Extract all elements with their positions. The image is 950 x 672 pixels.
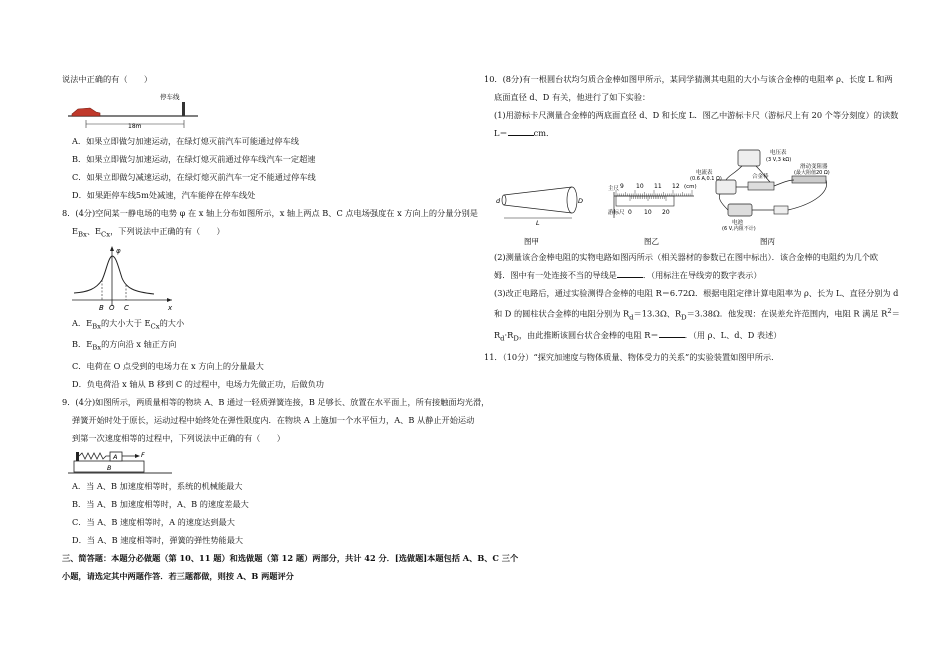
rod-circuit-label: 合金棒 [752, 174, 769, 180]
vernier-num-20: 20 [662, 209, 670, 216]
fig-yi [608, 183, 697, 246]
q7-stop-post [182, 102, 185, 116]
q7-option-d: D．如果距停车线5m处减速，汽车能停在停车线处 [72, 190, 256, 200]
q10-figures [484, 142, 894, 248]
voltmeter-range: (3 V,3 kΩ) [766, 157, 792, 163]
q10-p3b-post: ．（用 ρ、L、d、D 表述） [684, 330, 782, 341]
fig-bing-caption: 图丙 [760, 237, 775, 246]
q7-option-b: B．如果立即做匀加速运动，在绿灯熄灭前通过停车线汽车一定超速 [72, 154, 316, 164]
ammeter-icon [716, 180, 736, 194]
q8-e-2: 、E [86, 226, 102, 236]
q8-stem-line1: 8．(4分)空间某一静电场的电势 φ 在 x 轴上分布如图所示，x 轴上两点 B、C 点电场强度在 x 方向上的分量分别是 [62, 208, 478, 218]
q10-p2-pre: 姆．图中有一处连接不当的导线是 [494, 270, 617, 280]
q8-a-pre: A．E [72, 317, 93, 328]
q10-p2-post: ．（用标注在导线旁的数字表示） [642, 270, 762, 280]
q8-x-label: x [168, 303, 173, 312]
battery-icon [728, 204, 752, 216]
q10-r-blank [659, 328, 685, 338]
q10-wire-blank [617, 268, 643, 278]
q8-a-end: 的大小 [159, 317, 185, 328]
rod-small-end [502, 195, 506, 205]
q7-distance-label: 18m [128, 123, 142, 130]
q10-l-blank [508, 126, 534, 136]
q8-sub-cx: Cx [101, 230, 111, 239]
q11-stem: 11．（10分）“探究加速度与物体质量、物体受力的关系”的实验装置如图甲所示． [484, 352, 780, 363]
q9-option-d: D．当 A、B 速度相等时，弹簧的弹性势能最大 [72, 534, 244, 545]
rod-d-label: d [496, 197, 501, 205]
q9-stem-line2: 弹簧开始时处于原长，运动过程中始终处在弹性限度内．在物块 A 上施加一个水平恒力，A、B 从静止开始运动 [72, 414, 475, 425]
q10-l-eq: L＝ [494, 128, 508, 138]
q9-option-b: B．当 A、B 加速度相等时，A、B 的速度差最大 [72, 498, 249, 509]
vernier-scale-label: 游标尺 [608, 210, 625, 216]
q8-option-b [62, 335, 457, 357]
q8-b-sub1: Bx [92, 343, 102, 352]
q8-stem-end: ，下列说法中正确的有（ ） [110, 226, 225, 236]
q10-p3-pre: 和 D 的圆柱状合金棒的电阻分别为 R [494, 308, 630, 319]
q10-l-unit: cm． [533, 128, 555, 138]
q10-p3-mid: ＝13.3Ω、R [633, 308, 682, 319]
q10-p3-end: ＝3.38Ω．他发现：在误差允许范围内，电阻 R 满足 R [686, 308, 888, 319]
q10-p3-sup: 2 [887, 307, 892, 315]
rheostat-range: (最大阻值20 Ω) [794, 170, 830, 176]
rheostat-icon [792, 176, 826, 183]
ammeter-label: 电流表 [696, 170, 713, 176]
voltmeter-icon [738, 150, 760, 166]
main-scale-ticks [616, 190, 692, 196]
q8-b-label: B [99, 303, 104, 312]
section3-heading-line2: 小题，请选定其中两题作答．若三题都做，则按 A、B 两题评分 [62, 570, 294, 581]
vernier-num-10: 10 [644, 209, 652, 216]
vernier-num-0: 0 [628, 209, 632, 216]
q8-x-arrow [167, 298, 172, 302]
q8-sub-bx: Bx [77, 230, 87, 239]
scale-num-9: 9 [620, 183, 624, 190]
q8-e-1: E [72, 226, 78, 236]
section3-heading-line1: 三、简答题：本题分必做题（第 10、11 题）和选做题（第 12 题）两部分，共计 42 分．[选做题]本题包括 A、B、C 三个 [62, 552, 519, 563]
q10-p3b-sub-D: D [513, 335, 519, 344]
q8-option-d: D．负电荷沿 x 轴从 B 移到 C 的过程中，电场力先做正功，后做负功 [72, 378, 324, 389]
q7-figure [62, 88, 457, 132]
q7-option-c: C．如果立即做匀减速运动，在绿灯熄灭前汽车一定不能通过停车线 [72, 172, 316, 182]
q9-stem-line1: 9．(4分)如图所示，两质量相等的物块 A、B 通过一轻质弹簧连接，B 足够长、放置在水平面上，所有接触面均光滑， [62, 396, 490, 407]
rod-large-end [567, 187, 577, 213]
q9-f-label: F [141, 450, 145, 459]
q8-option-c: C．电荷在 O 点受到的电场力在 x 方向上的分量最大 [72, 360, 264, 371]
q9-a-label: A [113, 452, 118, 461]
fig-jia [496, 187, 583, 246]
q9-stem-line3: 到第一次速度相等的过程中，下列说法中正确的有（ ） [72, 432, 285, 443]
q7-stem-tail: 说法中正确的有（ ） [62, 74, 153, 84]
main-scale-label: 主尺 [608, 186, 620, 192]
q10-p3-tail: ＝ [891, 308, 900, 319]
scale-num-10: 10 [636, 183, 644, 190]
q10-p3b-end: ，由此推断该圆台状合金棒的电阻 R＝ [518, 330, 659, 341]
q8-phi-curve [74, 256, 154, 294]
scale-unit: (cm) [684, 184, 697, 190]
q10-stem-line1: 10．(8分)有一根圆台状均匀质合金棒如图甲所示，某同学猜测其电阻的大小与该合金棒的电阻率 ρ、长度 L 和两 [484, 74, 893, 84]
vernier-scale-box [616, 196, 674, 206]
q8-stem-line2 [62, 222, 457, 244]
rod-top-edge [504, 187, 572, 195]
rod-D-label: D [578, 197, 584, 205]
q10-part1-line2 [484, 124, 894, 142]
q10-part3-line2 [484, 302, 900, 326]
q7-stop-line-label: 停车线 [160, 93, 180, 101]
q7-diagram [68, 88, 208, 132]
rod-bottom-edge [504, 205, 572, 213]
fig-yi-caption: 图乙 [644, 237, 659, 246]
q9-wall [76, 452, 79, 461]
q8-potential-graph [68, 244, 178, 314]
ammeter-range: (0.6 A,0.1 Ω) [690, 176, 722, 182]
voltmeter-label: 电压表 [770, 150, 787, 156]
left-column [62, 70, 519, 585]
q9-option-c: C．当 A、B 速度相等时，A 的速度达到最大 [72, 516, 235, 527]
q7-car [72, 108, 100, 116]
q8-c-label: C [124, 303, 129, 312]
q9-option-a: A．当 A、B 加速度相等时，系统的机械能最大 [72, 480, 243, 491]
rod-L-label: L [536, 219, 540, 227]
q10-p3-sub-D: D [681, 313, 687, 322]
right-column [484, 70, 900, 366]
q8-figure [62, 244, 457, 314]
q8-a-sub2: Cx [150, 322, 160, 331]
q10-part3-line1: (3)改正电路后，通过实验测得合金棒的电阻 R＝6.72Ω．根据电阻定律计算电阻率为 ρ、长为 L、直径分别为 d [494, 288, 899, 298]
q10-part2-line1: (2)测量该合金棒电阻的实物电路如图丙所示（相关器材的参数已在图中标出）．该合金棒的电阻约为几个欧 [494, 252, 879, 262]
q10-part1-line1: (1)用游标卡尺测量合金棒的两底面直径 d、D 和长度 L．图乙中游标卡尺（游标尺上有 20 个等分刻度）的读数 [494, 110, 899, 120]
q10-figure-svg [484, 142, 894, 248]
q8-o-label: O [109, 303, 115, 312]
vernier-ticks [630, 196, 666, 201]
q8-b-pre: B．E [72, 339, 93, 350]
q10-p3b-mid: ·R [504, 330, 514, 341]
battery-label: 电池 [732, 220, 744, 226]
q9-spring [79, 453, 110, 459]
q8-a-sub1: Bx [92, 322, 101, 331]
q9-figure [62, 447, 457, 477]
q8-phi-label: φ [116, 246, 121, 255]
q9-b-label: B [107, 463, 112, 472]
q10-part2-line2 [484, 266, 894, 284]
fig-bing [690, 148, 830, 246]
q9-force-arrowhead [135, 454, 140, 458]
q8-b-mid: 的方向沿 x 轴正方向 [101, 339, 177, 350]
q8-a-mid: 的大小大于 E [100, 317, 151, 328]
scale-num-11: 11 [654, 183, 662, 190]
switch-icon [774, 206, 788, 214]
q10-stem-line2: 底面直径 d、D 有关，他进行了如下实验： [494, 92, 651, 102]
q7-option-a: A．如果立即做匀加速运动，在绿灯熄灭前汽车可能通过停车线 [72, 136, 299, 146]
q8-phi-arrow [110, 246, 114, 251]
q10-p3b-sub-d: d [500, 335, 505, 344]
q8-option-a [62, 314, 457, 336]
rheostat-label: 滑动变阻器 [800, 164, 828, 170]
rod-in-circuit [748, 182, 774, 190]
q9-spring-diagram [68, 447, 178, 477]
scale-num-12: 12 [672, 183, 680, 190]
q10-p3b-pre: R [494, 330, 501, 341]
fig-jia-caption: 图甲 [524, 237, 539, 246]
battery-range: (6 V,内阻不计) [722, 226, 756, 232]
q10-part3-line3 [484, 326, 894, 348]
q10-p3-sub-d: d [629, 313, 634, 322]
